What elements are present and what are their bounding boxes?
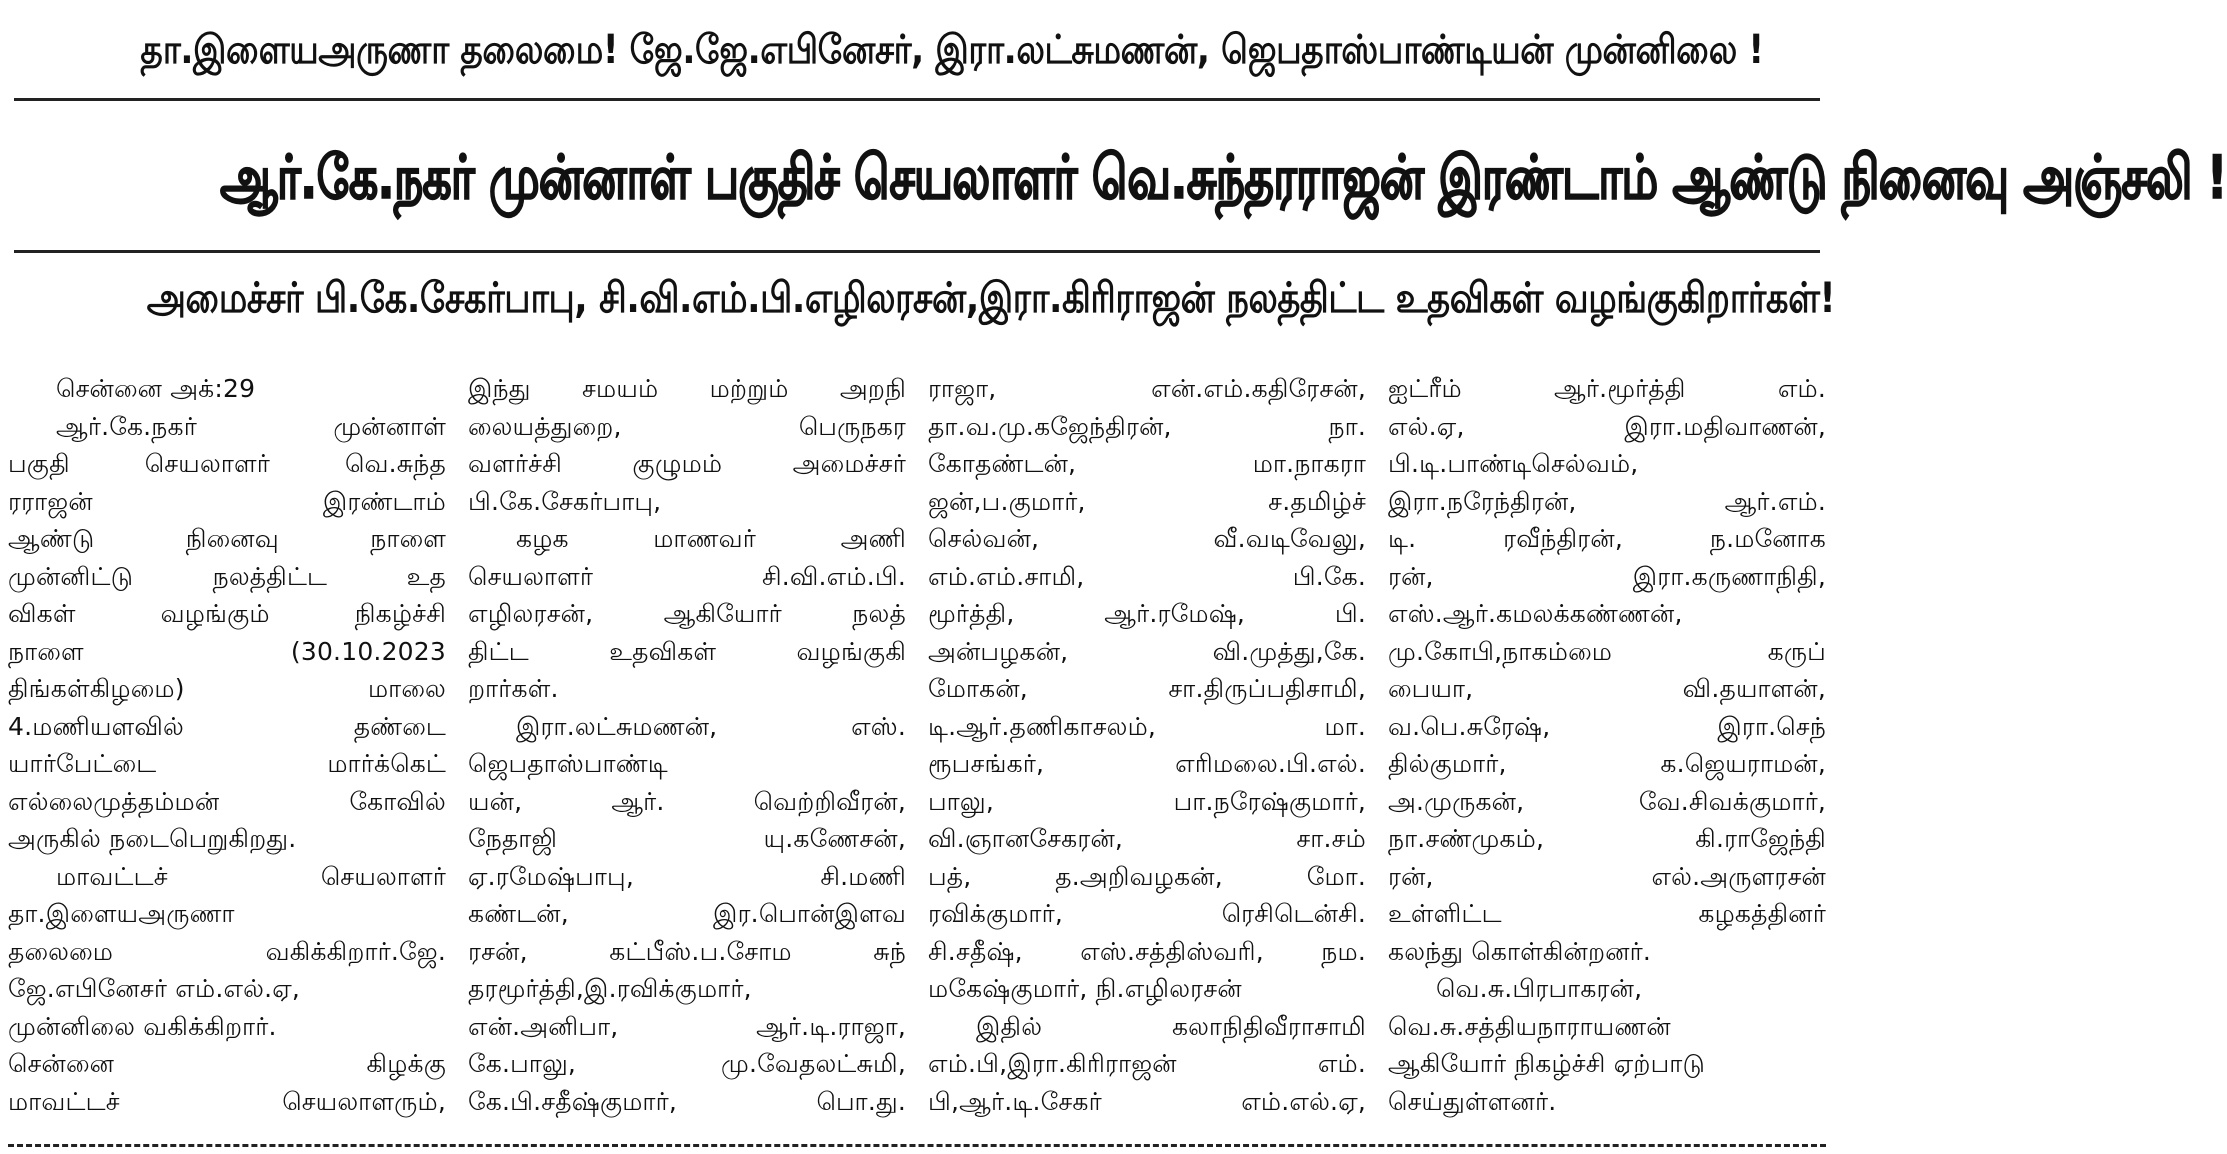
article-line: எல்லைமுத்தம்மன் கோவில்: [8, 786, 446, 816]
article-line: செய்துள்ளனர்.: [1388, 1086, 1557, 1116]
article-column-3: [928, 370, 1366, 1122]
article-line: பி,ஆர்.டி.சேகர் எம்.எல்.ஏ,: [928, 1086, 1366, 1116]
article-line: ரூபசங்கர், எரிமலை.பி.எல்.: [928, 749, 1366, 778]
article-line: கே.பாலு, மு.வேதலட்சுமி,: [468, 1049, 906, 1078]
article-line: யார்பேட்டை மார்க்கெட்: [8, 749, 446, 778]
article-line: வி.ஞானசேகரன், சா.சம்: [928, 824, 1366, 853]
article-line: ஜே.எபினேசர் எம்.எல்.ஏ,: [8, 974, 301, 1003]
article-line: சென்னை கிழக்கு: [8, 1049, 446, 1078]
article-line: அருகில் நடைபெறுகிறது.: [8, 824, 297, 853]
article-line: சென்னை அக்:29: [56, 374, 256, 403]
article-line: மாவட்டச் செயலாளர்: [56, 861, 446, 891]
article-line: கழக மாணவர் அணி: [516, 524, 906, 553]
article-line: வளர்ச்சி குழுமம் அமைச்சர்: [468, 449, 906, 478]
article-line: மு.கோபி,நாகம்மை கருப்: [1388, 636, 1826, 666]
article-line: தா.வ.மு.கஜேந்திரன், நா.: [928, 411, 1366, 441]
article-line: 4.மணியளவில் தண்டை: [8, 711, 446, 741]
article-line: ரராஜன் இரண்டாம்: [8, 486, 446, 516]
article-body: [8, 370, 1826, 1122]
article-line: பாலு, பா.நரேஷ்குமார்,: [928, 786, 1366, 816]
article-line: எம்.எம்.சாமி, பி.கே.: [928, 561, 1366, 591]
article-line: கலந்து கொள்கின்றனர்.: [1388, 936, 1652, 966]
article-line: பி.டி.பாண்டிசெல்வம்,: [1388, 449, 1639, 478]
article-line: செல்வன், வீ.வடிவேலு,: [928, 524, 1366, 553]
article-line: அன்பழகன், வி.முத்து,கே.: [928, 636, 1366, 666]
article-line: இரா.நரேந்திரன், ஆர்.எம்.: [1388, 486, 1826, 516]
article-line: கண்டன், இர.பொன்இளவ: [468, 899, 906, 928]
article-column-4: [1388, 370, 1826, 1122]
article-line: தா.இளையஅருணா: [8, 899, 235, 928]
subheadline: அமைச்சர் பி.கே.சேகர்பாபு, சி.வி.எம்.பி.எழிலரசன்,இரா.கிரிராஜன் நலத்திட்ட உதவிகள் வழங்குகிறார்கள்!: [146, 273, 1836, 322]
article-line: பையா, வி.தயாளன்,: [1388, 674, 1826, 703]
article-line: முன்னிலை வகிக்கிறார்.: [8, 1011, 277, 1041]
article-line: அ.முருகன், வே.சிவக்குமார்,: [1388, 786, 1826, 816]
article-line: ஜெபதாஸ்பாண்டி: [468, 749, 668, 778]
article-line: முன்னிட்டு நலத்திட்ட உத: [8, 561, 446, 591]
article-line: யன், ஆர். வெற்றிவீரன்,: [468, 786, 906, 816]
article-line: ஆண்டு நினைவு நாளை: [8, 524, 446, 553]
bottom-dashed-rule: [8, 1144, 1826, 1147]
article-line: எஸ்.ஆர்.கமலக்கண்ணன்,: [1388, 599, 1683, 628]
article-line: ஆகியோர் நிகழ்ச்சி ஏற்பாடு: [1388, 1049, 1705, 1078]
article-line: ஐட்ரீம் ஆர்.மூர்த்தி எம்.: [1388, 374, 1826, 403]
article-line: மாவட்டச் செயலாளரும்,: [8, 1086, 446, 1116]
article-line: ஆர்.கே.நகர் முன்னாள்: [56, 411, 446, 441]
article-line: எழிலரசன், ஆகியோர் நலத்: [468, 599, 906, 628]
article-line: வெ.சு.சத்தியநாராயணன்: [1388, 1011, 1671, 1041]
article-line: மூர்த்தி, ஆர்.ரமேஷ், பி.: [928, 599, 1366, 628]
article-line: ராஜா, என்.எம்.கதிரேசன்,: [928, 374, 1366, 403]
article-line: வெ.சு.பிரபாகரன்,: [1436, 974, 1643, 1003]
article-line: கோதண்டன், மா.நாகரா: [928, 449, 1366, 478]
article-line: விகள் வழங்கும் நிகழ்ச்சி: [8, 599, 446, 628]
article-line: மகேஷ்குமார், நி.எழிலரசன்: [928, 974, 1242, 1003]
main-headline: ஆர்.கே.நகர் முன்னாள் பகுதிச் செயலாளர் வெ.சுந்தரராஜன் இரண்டாம் ஆண்டு நினைவு அஞ்சலி !: [220, 143, 2227, 213]
article-line: என்.அனிபா, ஆர்.டி.ராஜா,: [468, 1011, 906, 1041]
article-line: எம்.பி,இரா.கிரிராஜன் எம்.: [928, 1049, 1366, 1078]
top-rule: [14, 98, 1820, 101]
article-line: பி.கே.சேகர்பாபு,: [468, 486, 662, 516]
article-line: திங்கள்கிழமை) மாலை: [8, 674, 446, 703]
article-column-1: [8, 370, 446, 1122]
article-line: டி.ஆர்.தணிகாசலம், மா.: [928, 711, 1366, 741]
article-line: லையத்துறை, பெருநகர: [468, 411, 906, 441]
article-line: மோகன், சா.திருப்பதிசாமி,: [928, 674, 1366, 703]
article-line: டி. ரவீந்திரன், ந.மனோக: [1388, 524, 1826, 553]
article-line: தில்குமார், க.ஜெயராமன்,: [1388, 749, 1826, 778]
article-line: வ.பெ.சுரேஷ், இரா.செந்: [1388, 711, 1826, 741]
article-line: றார்கள்.: [468, 674, 559, 703]
article-line: எல்.ஏ, இரா.மதிவாணன்,: [1388, 411, 1826, 441]
article-line: கே.பி.சதீஷ்குமார், பொ.து.: [468, 1086, 906, 1116]
article-line: ரன், எல்.அருளரசன்: [1388, 861, 1826, 891]
article-line: நாளை (30.10.2023: [8, 636, 446, 666]
article-line: தலைமை வகிக்கிறார்.ஜே.: [8, 936, 446, 966]
article-line: நேதாஜி யு.கணேசன்,: [468, 824, 906, 853]
article-line: திட்ட உதவிகள் வழங்குகி: [468, 636, 906, 666]
article-column-2: [468, 370, 906, 1122]
article-line: ரவிக்குமார், ரெசிடென்சி.: [928, 899, 1366, 928]
article-line: ரன், இரா.கருணாநிதி,: [1388, 561, 1826, 591]
article-line: உள்ளிட்ட கழகத்தினர்: [1388, 899, 1826, 928]
article-line: ஜன்,ப.குமார், ச.தமிழ்ச்: [928, 486, 1366, 516]
article-line: இதில் கலாநிதிவீராசாமி: [976, 1011, 1366, 1041]
article-line: சி.சதீஷ், எஸ்.சத்திஸ்வரி, நம.: [928, 936, 1366, 966]
article-line: பத், த.அறிவழகன், மோ.: [928, 861, 1366, 891]
article-line: ரசன், கட்பீஸ்.ப.சோம சுந்: [468, 936, 906, 966]
article-line: செயலாளர் சி.வி.எம்.பி.: [468, 561, 906, 591]
article-line: நா.சண்முகம், கி.ராஜேந்தி: [1388, 824, 1826, 853]
article-line: இரா.லட்சுமணன், எஸ்.: [516, 711, 906, 741]
kicker-headline: தா.இளையஅருணா தலைமை! ஜே.ஜே.எபினேசர், இரா.லட்சுமணன், ஜெபதாஸ்பாண்டியன் முன்னிலை !: [140, 27, 1764, 73]
article-line: தரமூர்த்தி,இ.ரவிக்குமார்,: [468, 974, 752, 1003]
article-line: ஏ.ரமேஷ்பாபு, சி.மணி: [468, 861, 906, 891]
article-line: பகுதி செயலாளர் வெ.சுந்த: [8, 449, 446, 478]
article-line: இந்து சமயம் மற்றும் அறநி: [468, 374, 906, 403]
